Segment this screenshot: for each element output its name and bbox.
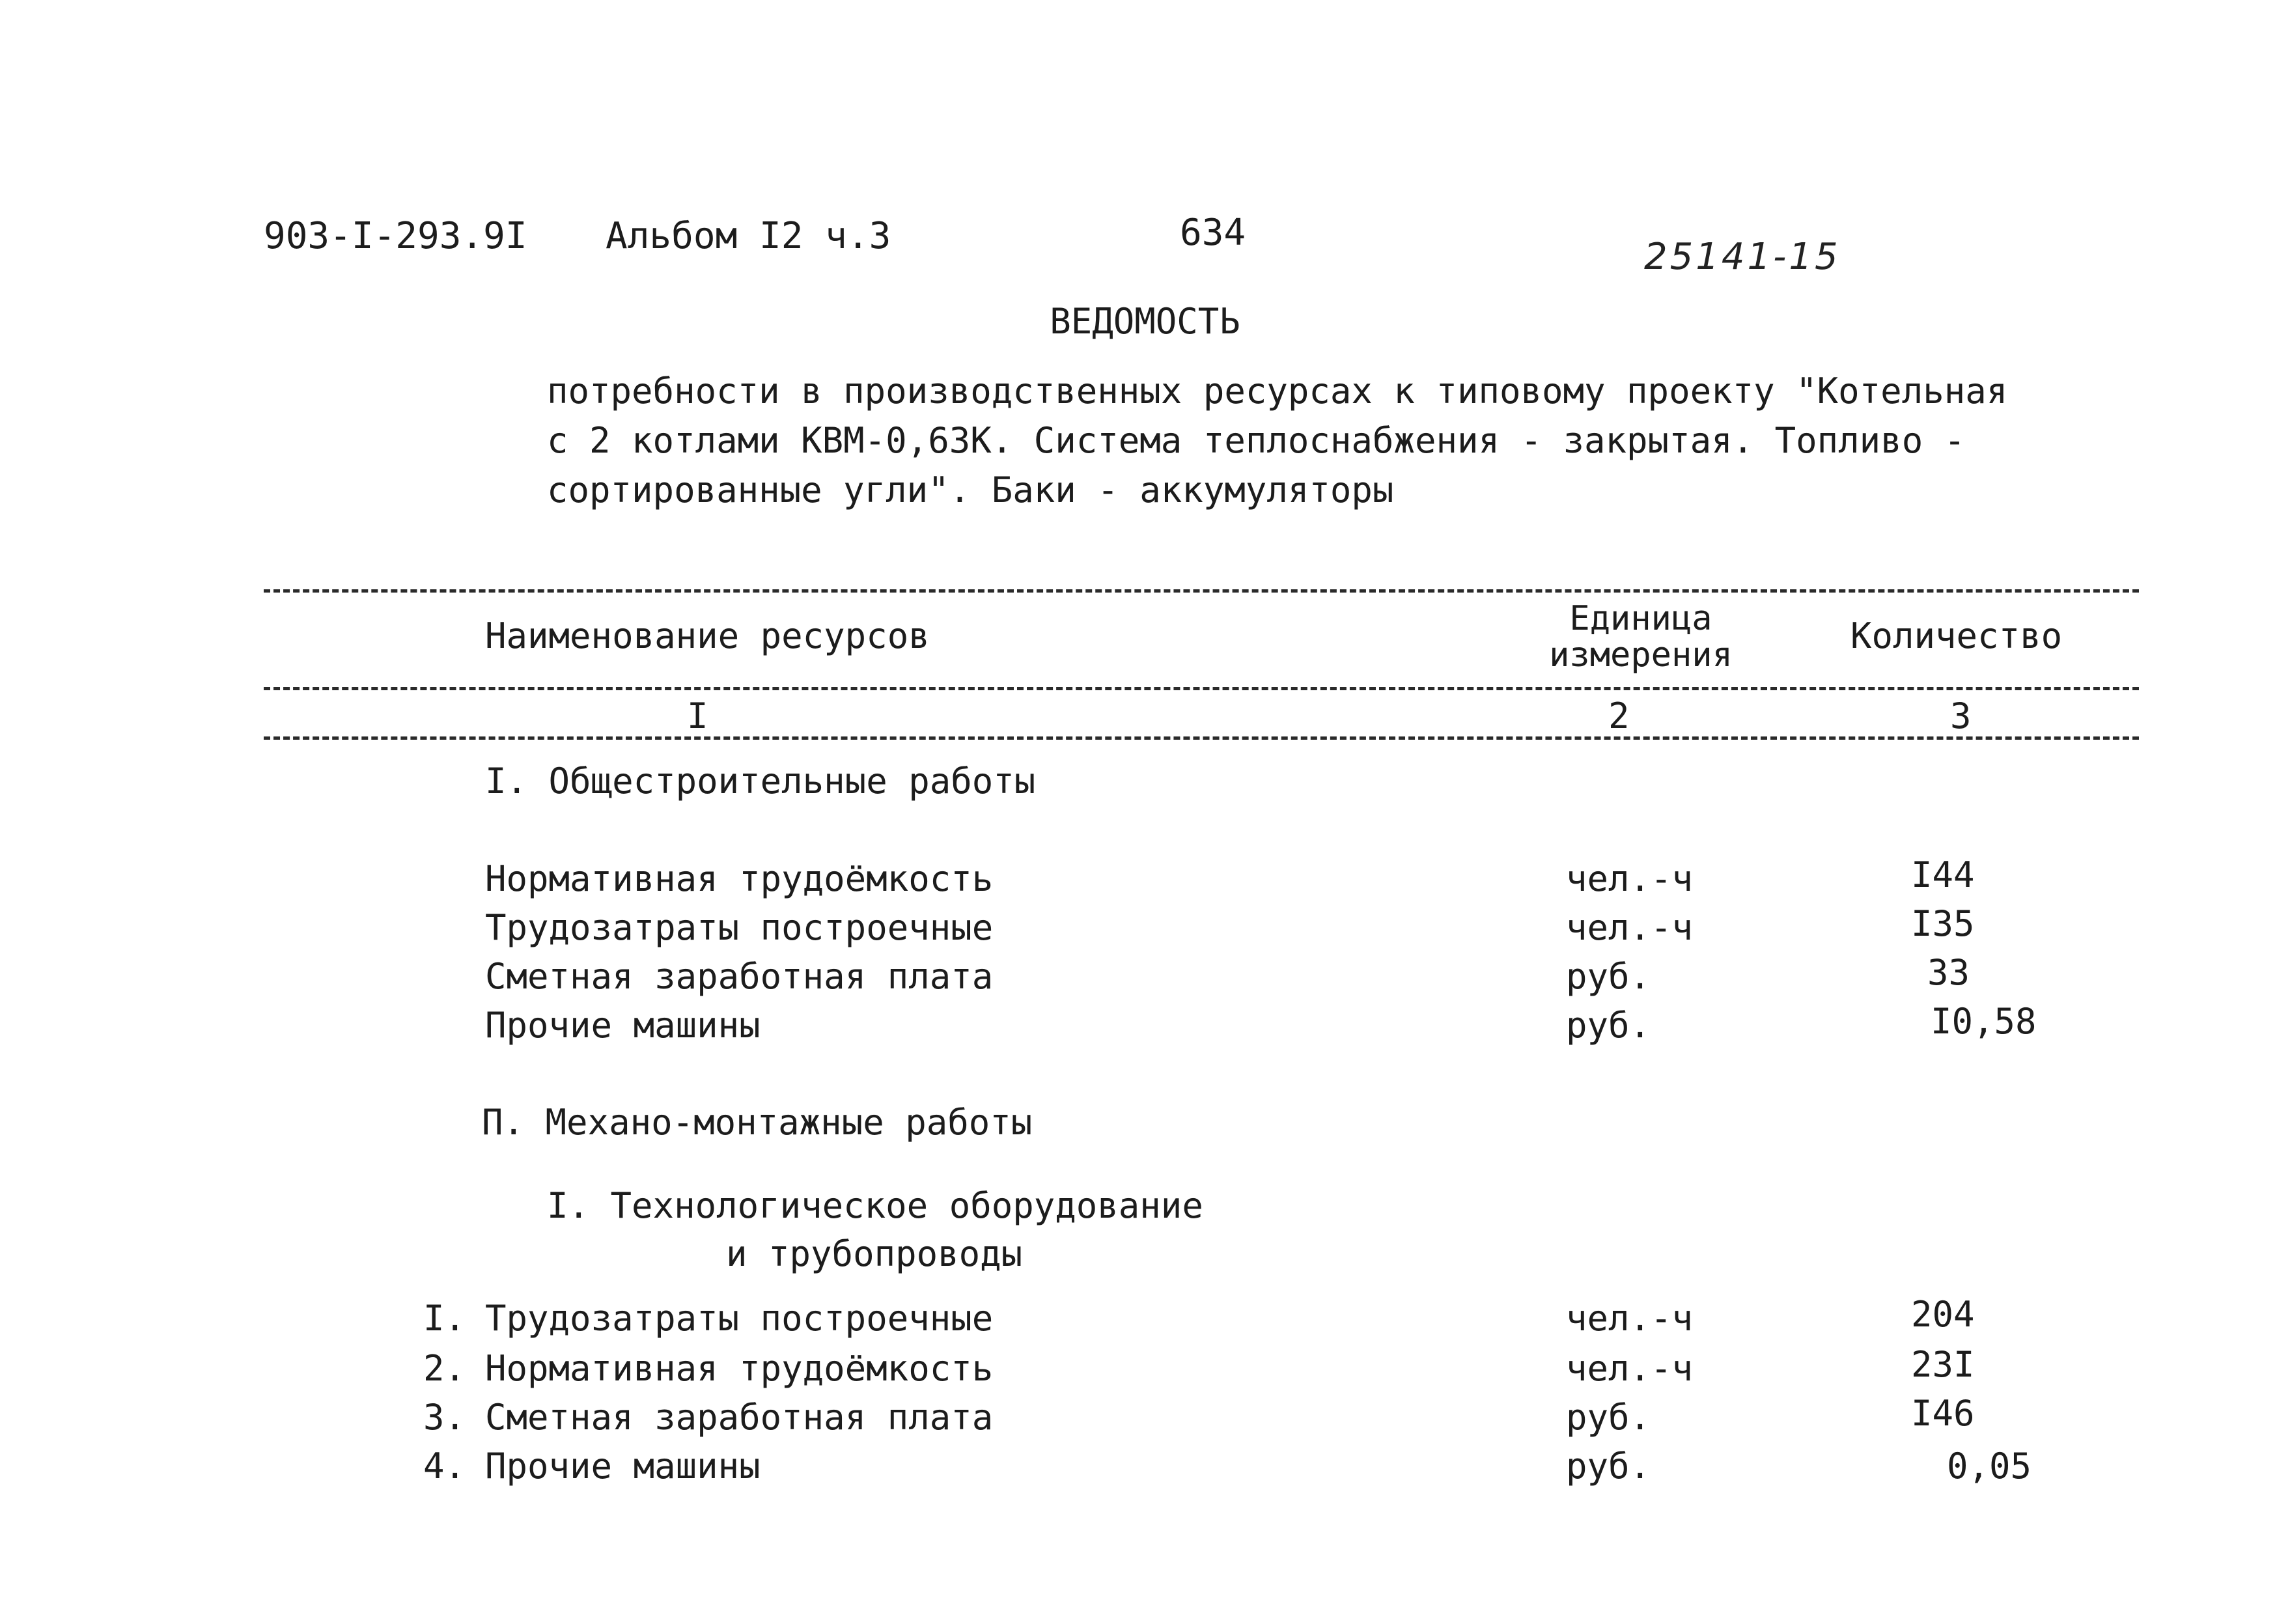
table-rule-numbers-bottom [264,736,2139,740]
document-title: ВЕДОМОСТЬ [1050,301,1240,342]
subsection-title [547,1182,1203,1278]
resource-name: Трудозатраты построечные [485,1298,994,1339]
column-number-2: 2 [1608,695,1630,736]
album-label: Альбом I2 ч.3 [606,215,891,257]
column-header-unit-line1: Единица [1569,599,1712,638]
row-number: 4. [423,1446,466,1487]
resource-name: Прочие машины [485,1446,761,1487]
resource-name: Нормативная трудоёмкость [485,858,994,899]
resource-unit: руб. [1566,1005,1651,1046]
table-rule-top [264,589,2139,593]
resource-name: Сметная заработная плата [485,956,994,997]
row-number: 2. [423,1348,466,1389]
subsection-title-line2: и трубопроводы [726,1233,1023,1274]
resource-quantity: I35 [1911,903,1975,944]
intro-line-1: потребности в производственных ресурсах к типовому проекту "Котельная [547,371,2008,412]
resource-quantity: I0,58 [1931,1001,2037,1042]
resource-quantity: I44 [1911,854,1975,895]
intro-line-3: сортированные угли". Баки - аккумуляторы [547,469,1394,511]
resource-quantity: 204 [1911,1294,1975,1335]
document-code: 903-I-293.9I [264,215,527,257]
intro-line-2: с 2 котлами КВМ-0,63К. Система теплоснабжения - закрытая. Топливо - [547,420,1966,461]
column-header-unit [1546,600,1735,673]
resource-unit: чел.-ч [1566,858,1694,899]
resource-quantity: 0,05 [1947,1446,2032,1487]
handwritten-code: 25141-15 [1644,236,1841,278]
column-number-1: I [687,695,708,736]
section-title: П. Механо-монтажные работы [482,1102,1033,1143]
table-rule-header-bottom [264,687,2139,690]
resource-unit: чел.-ч [1566,907,1694,948]
resource-quantity: 33 [1927,952,1970,993]
resource-quantity: 23I [1911,1344,1975,1385]
row-number: I. [423,1298,466,1339]
resource-name: Прочие машины [485,1005,761,1046]
resource-name: Сметная заработная плата [485,1397,994,1438]
resource-unit: чел.-ч [1566,1298,1694,1339]
resource-unit: руб. [1566,956,1651,997]
resource-unit: руб. [1566,1397,1651,1438]
intro-paragraph [547,367,2007,515]
column-header-unit-line2: измерения [1549,636,1733,675]
subsection-title-line1: I. Технологическое оборудование [547,1185,1203,1226]
resource-unit: руб. [1566,1446,1651,1487]
resource-name: Нормативная трудоёмкость [485,1348,994,1389]
resource-name: Трудозатраты построечные [485,907,994,948]
row-number: 3. [423,1397,466,1438]
resource-unit: чел.-ч [1566,1348,1694,1389]
column-header-name: Наименование ресурсов [485,615,930,656]
page-number: 634 [1180,212,1246,254]
column-header-quantity: Количество [1850,615,2063,656]
section-title: I. Общестроительные работы [485,761,1036,802]
column-number-3: 3 [1950,695,1972,736]
resource-quantity: I46 [1911,1393,1975,1434]
